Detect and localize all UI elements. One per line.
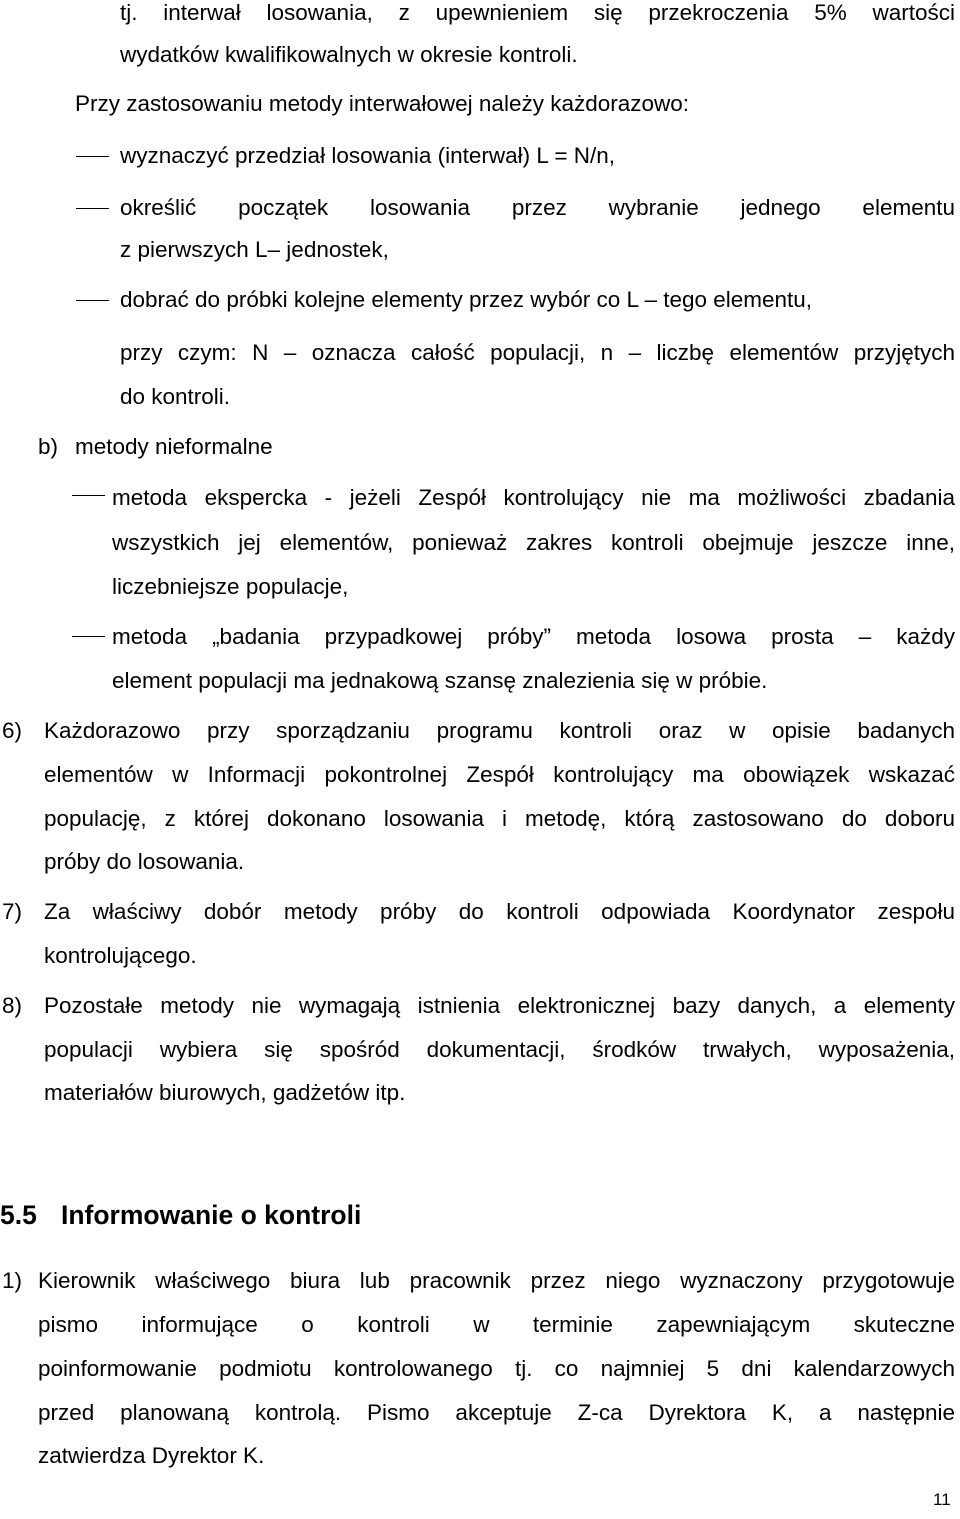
dash-bullet-icon bbox=[72, 495, 105, 496]
list-item: metoda ekspercka - jeżeli Zespół kontrolujący nie ma możliwości zbadania bbox=[112, 485, 955, 510]
paragraph-line: próby do losowania. bbox=[44, 849, 245, 874]
dash-bullet-icon bbox=[76, 208, 109, 209]
paragraph-line: Każdorazowo przy sporządzaniu programu kontroli oraz w opisie badanych bbox=[44, 718, 955, 743]
list-marker: 6) bbox=[2, 718, 23, 743]
list-item: określić początek losowania przez wybranie jednego elementu bbox=[120, 195, 955, 220]
list-marker: b) bbox=[38, 434, 59, 459]
paragraph-line: Pozostałe metody nie wymagają istnienia elektronicznej bazy danych, a elementy bbox=[44, 993, 955, 1018]
dash-bullet-icon bbox=[76, 300, 109, 301]
dash-bullet-icon bbox=[72, 636, 105, 637]
text-line: tj. interwał losowania, z upewnieniem się przekroczenia 5% wartości bbox=[120, 0, 955, 25]
text-line: wydatków kwalifikowalnych w okresie kontroli. bbox=[120, 42, 578, 67]
list-marker: 1) bbox=[2, 1268, 23, 1293]
paragraph-line: Kierownik właściwego biura lub pracownik przez niego wyznaczony przygotowuje bbox=[38, 1268, 955, 1293]
paragraph-line: elementów w Informacji pokontrolnej Zespół kontrolujący ma obowiązek wskazać bbox=[44, 762, 955, 787]
paragraph-line: populację, z której dokonano losowania i metodę, którą zastosowano do doboru bbox=[44, 806, 955, 831]
list-item: wyznaczyć przedział losowania (interwał) L = N/n, bbox=[120, 143, 615, 168]
list-item-cont: liczebniejsze populacje, bbox=[112, 574, 349, 599]
section-title: Informowanie o kontroli bbox=[61, 1200, 362, 1230]
list-marker: 8) bbox=[2, 993, 23, 1018]
list-marker: 7) bbox=[2, 899, 23, 924]
list-item-cont: element populacji ma jednakową szansę znalezienia się w próbie. bbox=[112, 668, 768, 693]
page-number: 11 bbox=[933, 1490, 951, 1509]
list-item: dobrać do próbki kolejne elementy przez wybór co L – tego elementu, bbox=[120, 287, 813, 312]
section-number: 5.5 bbox=[0, 1200, 37, 1230]
paragraph-line: poinformowanie podmiotu kontrolowanego tj. co najmniej 5 dni kalendarzowych bbox=[38, 1356, 955, 1381]
note-text: przy czym: N – oznacza całość populacji, n – liczbę elementów przyjętych bbox=[120, 340, 955, 365]
paragraph-line: populacji wybiera się spośród dokumentacji, środków trwałych, wyposażenia, bbox=[44, 1037, 955, 1062]
list-item: metoda „badania przypadkowej próby” metoda losowa prosta – każdy bbox=[112, 624, 955, 649]
list-item-cont: z pierwszych L– jednostek, bbox=[120, 237, 389, 262]
list-item-cont: wszystkich jej elementów, ponieważ zakres kontroli obejmuje jeszcze inne, bbox=[112, 530, 955, 555]
intro-text: Przy zastosowaniu metody interwałowej należy każdorazowo: bbox=[75, 91, 690, 116]
dash-bullet-icon bbox=[76, 156, 109, 157]
paragraph-line: materiałów biurowych, gadżetów itp. bbox=[44, 1080, 406, 1105]
paragraph-line: zatwierdza Dyrektor K. bbox=[38, 1443, 265, 1468]
paragraph-line: przed planowaną kontrolą. Pismo akceptuje Z-ca Dyrektora K, a następnie bbox=[38, 1400, 955, 1425]
note-text: do kontroli. bbox=[120, 384, 231, 409]
paragraph-line: pismo informujące o kontroli w terminie zapewniającym skuteczne bbox=[38, 1312, 955, 1337]
subsection-title: metody nieformalne bbox=[75, 434, 273, 459]
paragraph-line: kontrolującego. bbox=[44, 943, 197, 968]
paragraph-line: Za właściwy dobór metody próby do kontroli odpowiada Koordynator zespołu bbox=[44, 899, 955, 924]
